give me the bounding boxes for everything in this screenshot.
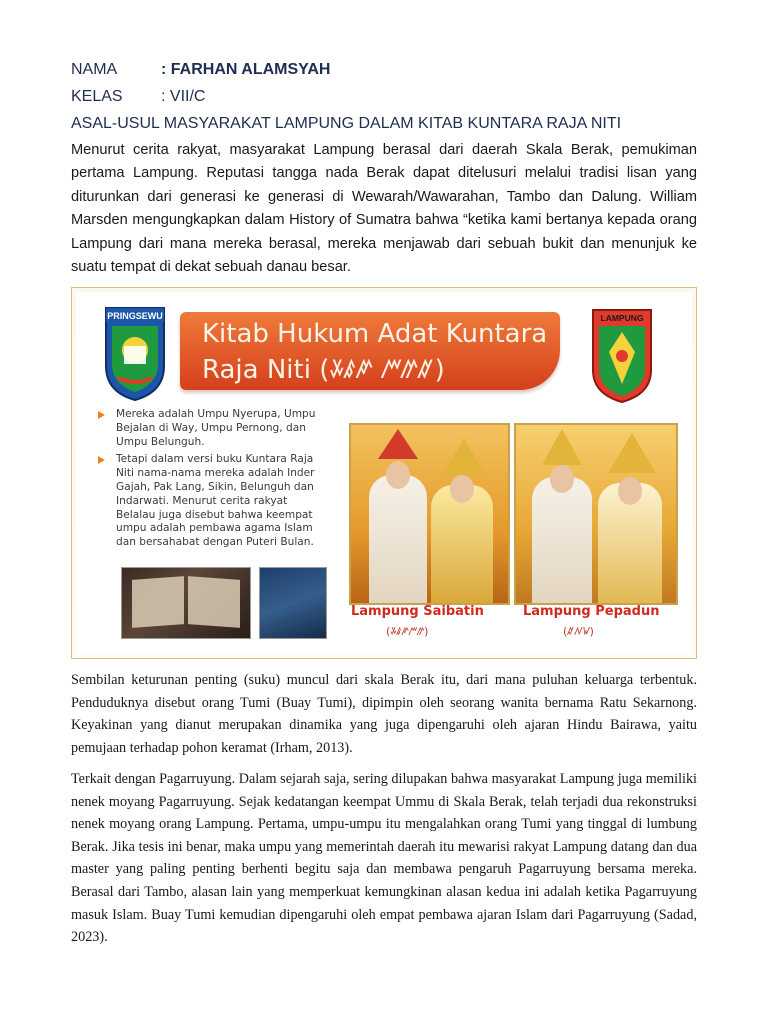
bullet-text-2: Tetapi dalam versi buku Kuntara Raja Niti nama-nama mereka adalah Inder Gajah, Pak Lang, Sikin, Belunguh dan Indarwati. Menurut cerita rakyat Belalau juga disebut bahwa keempat umpu adalah pembawa agama Islam dan bersahabat dengan Puteri Bulan. (116, 453, 315, 549)
bullet-item (98, 408, 320, 449)
lampung-logo-label: LAMPUNG (600, 313, 644, 323)
nama-value: : FARHAN ALAMSYAH (161, 61, 331, 78)
bullet-item (98, 453, 320, 550)
arrow-bullet-icon (98, 411, 105, 419)
figure-panel (76, 292, 692, 654)
paragraph-2: Sembilan keturunan penting (suku) muncul dari skala Berak itu, dari mana puluhan keluarga terbentuk. Penduduknya disebut orang Tumi (Buay Tumi), dipimpin oleh seorang wanita bernama Ratu Sekarnong. Keyakinan yang dianut merupakan dinamika yang juga dipengaruhi oleh ajaran Hindu Bairawa, yaitu pemujaan terhadap pohon keramat (Irham, 2013). (71, 672, 697, 756)
nama-row (71, 61, 330, 79)
banner-title-line2: Raja Niti (ꤸꤹꤺ ꤻꤼꤽ) (202, 355, 445, 385)
paragraph-1: Menurut cerita rakyat, masyarakat Lampung berasal dari daerah Skala Berak, pemukiman pertama Lampung. Reputasi tangga nada Berak dapat ditelusuri melalui tradisi lisan yang diturunkan dari generasi ke generasi di Wewarah/Wawarahan, Tambo dan Dalung. William Marsden mengungkapkan dalam History of Sumatra bahwa “ketika kami bertanya kepada orang Lampung dari mana mereka berasal, mereka menjawab dari sebuah bukit dan menunjuk ke suatu tempat di dekat sebuah danau besar. (71, 142, 697, 276)
kelas-label: KELAS (71, 88, 123, 105)
script-saibatin: (ꤸꤹꤺꤻꤼ) (386, 625, 429, 638)
arrow-bullet-icon (98, 456, 105, 464)
pringsewu-logo-label: PRINGSEWU (107, 311, 163, 321)
nama-label: NAMA (71, 61, 118, 78)
bullet-text-1: Mereka adalah Umpu Nyerupa, Umpu Bejalan di Way, Umpu Pernong, dan Umpu Belunguh. (116, 408, 316, 448)
kelas-row (71, 88, 205, 106)
pepadun-couple-photo (514, 423, 678, 605)
banner-title-line1: Kitab Hukum Adat Kuntara (202, 319, 548, 349)
paragraph-3: Terkait dengan Pagarruyung. Dalam sejarah saja, sering dilupakan bahwa masyarakat Lampung juga memiliki nenek moyang Pagarruyung. Sejak kedatangan keempat Ummu di Skala Berak, telah terjadi dua rekonstruksi nenek moyang orang Lampung. Pertama, umpu-umpu itu mengalahkan orang Tumi yang tinggal di lumbung Berak. Jika tesis ini benar, maka umpu yang memerintah daerah itu mewarisi rakyat Lampung datang dan dua master yang paling penting berhenti begitu saja dan membawa pengaruh Pagarruyung bersama mereka. Berasal dari Tambo, alasan lain yang memperkuat kemungkinan alasan kedua ini adalah ketika Pagarruyung masuk Islam. Buay Tumi kemudian dipengaruhi oleh empat pembawa ajaran Islam dari Pagarruyung (Sadad, 2023). (71, 771, 697, 946)
script-pepadun: (ꤽꤾꤿ) (563, 625, 594, 638)
saibatin-couple-photo (349, 423, 510, 605)
document-title: ASAL-USUL MASYARAKAT LAMPUNG DALAM KITAB KUNTARA RAJA NITI (71, 115, 622, 132)
bullet-list (98, 408, 320, 554)
caption-saibatin: Lampung Saibatin (351, 604, 484, 619)
open-book-photo (121, 567, 251, 639)
illustration-figure (71, 287, 697, 659)
kelas-value: : VII/C (161, 88, 206, 105)
title-banner (180, 312, 560, 390)
manuscript-photo (259, 567, 327, 639)
caption-pepadun: Lampung Pepadun (523, 604, 660, 619)
